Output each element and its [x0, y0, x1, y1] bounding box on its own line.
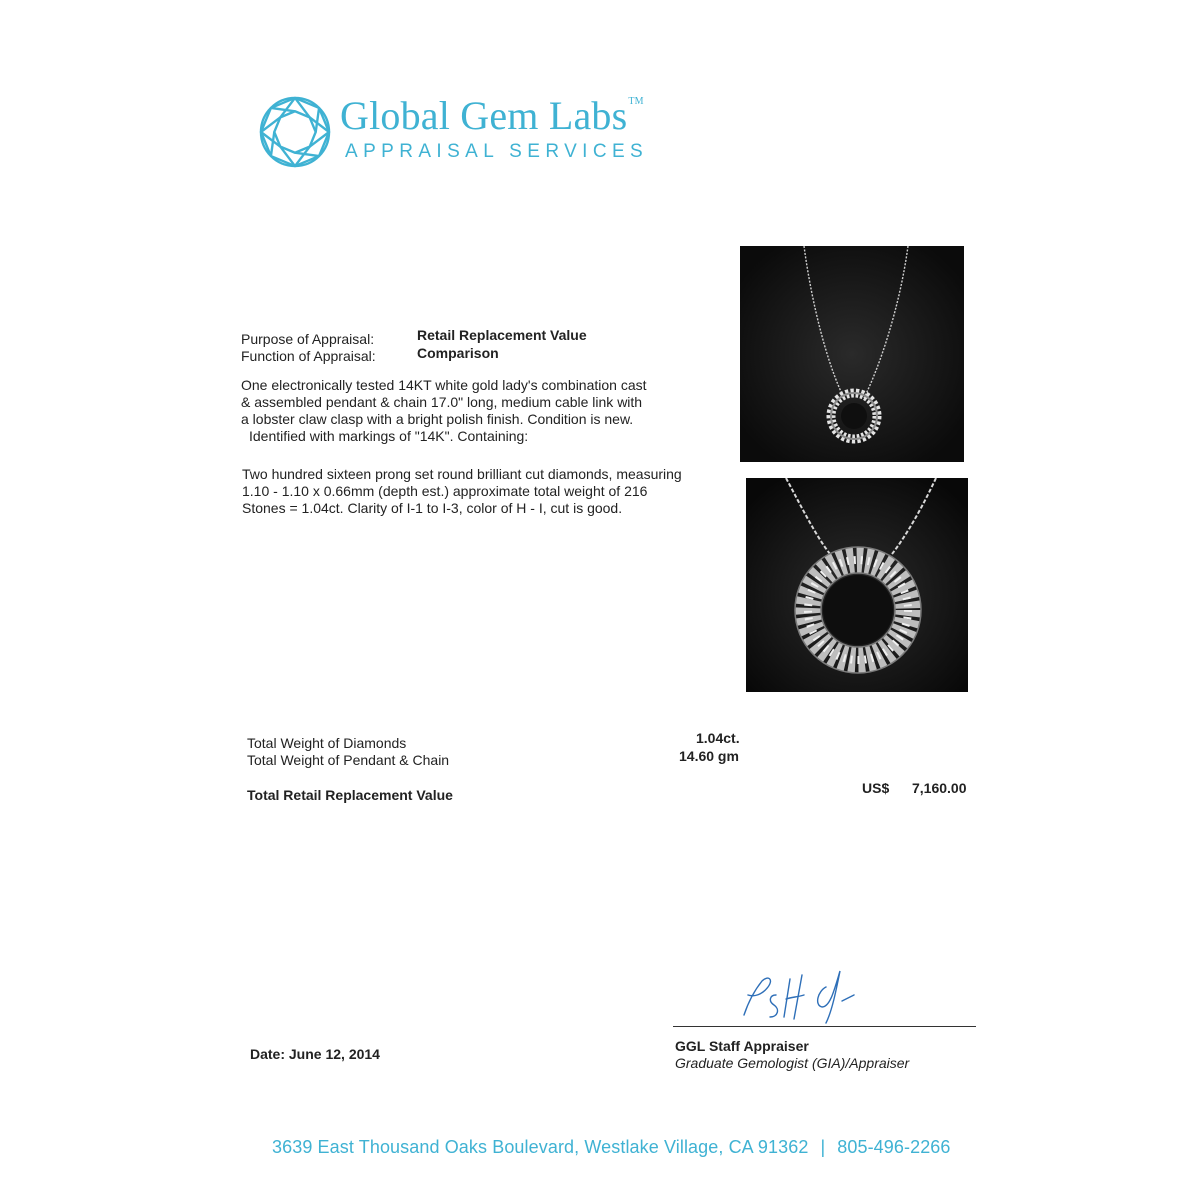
purpose-value: Retail Replacement Value [417, 327, 587, 343]
necklace-illustration [740, 246, 964, 462]
brand-name-text: Global Gem Labs [340, 93, 628, 138]
footer-contact [272, 1137, 951, 1158]
appraiser-title: GGL Staff Appraiser [675, 1038, 809, 1054]
signature-line [673, 1026, 976, 1027]
footer-phone: 805-496-2266 [837, 1137, 951, 1157]
pendant-photo-full [740, 246, 964, 462]
retail-value-label: Total Retail Replacement Value [247, 787, 453, 803]
stones-description [242, 466, 682, 517]
stones-line: Stones = 1.04ct. Clarity of I-1 to I-3, color of H - I, cut is good. [242, 500, 623, 516]
round-brilliant-diamond-icon [258, 95, 332, 169]
footer-separator: | [820, 1137, 826, 1157]
description-line: Identified with markings of "14K". Containing: [249, 428, 529, 444]
brand-name [340, 92, 644, 139]
pendant-photo-closeup [746, 478, 968, 692]
brand-subtitle: APPRAISAL SERVICES [345, 141, 649, 162]
item-description [241, 377, 647, 445]
appraiser-signature [730, 965, 870, 1027]
stones-line: Two hundred sixteen prong set round brilliant cut diamonds, measuring [242, 466, 682, 482]
pendant-closeup-illustration [746, 478, 968, 692]
diamonds-weight-label: Total Weight of Diamonds [247, 735, 407, 751]
stones-line: 1.10 - 1.10 x 0.66mm (depth est.) approximate total weight of 216 [242, 483, 648, 499]
pendant-weight-value: 14.60 gm [679, 748, 739, 764]
appraiser-credential: Graduate Gemologist (GIA)/Appraiser [675, 1055, 910, 1071]
appraisal-date: Date: June 12, 2014 [250, 1046, 380, 1062]
function-value: Comparison [417, 345, 499, 361]
retail-value-amount: 7,160.00 [912, 780, 967, 796]
footer-address: 3639 East Thousand Oaks Boulevard, Westlake Village, CA 91362 [272, 1137, 809, 1157]
trademark-mark: TM [628, 96, 644, 107]
currency-code: US$ [862, 780, 890, 796]
purpose-label: Purpose of Appraisal: [241, 331, 375, 347]
function-label: Function of Appraisal: [241, 348, 376, 364]
pendant-weight-label: Total Weight of Pendant & Chain [247, 752, 450, 768]
description-line: a lobster claw clasp with a bright polish finish. Condition is new. [241, 411, 634, 427]
description-line: & assembled pendant & chain 17.0" long, medium cable link with [241, 394, 643, 410]
diamonds-weight-value: 1.04ct. [696, 730, 740, 746]
description-line: One electronically tested 14KT white gold lady's combination cast [241, 377, 647, 393]
